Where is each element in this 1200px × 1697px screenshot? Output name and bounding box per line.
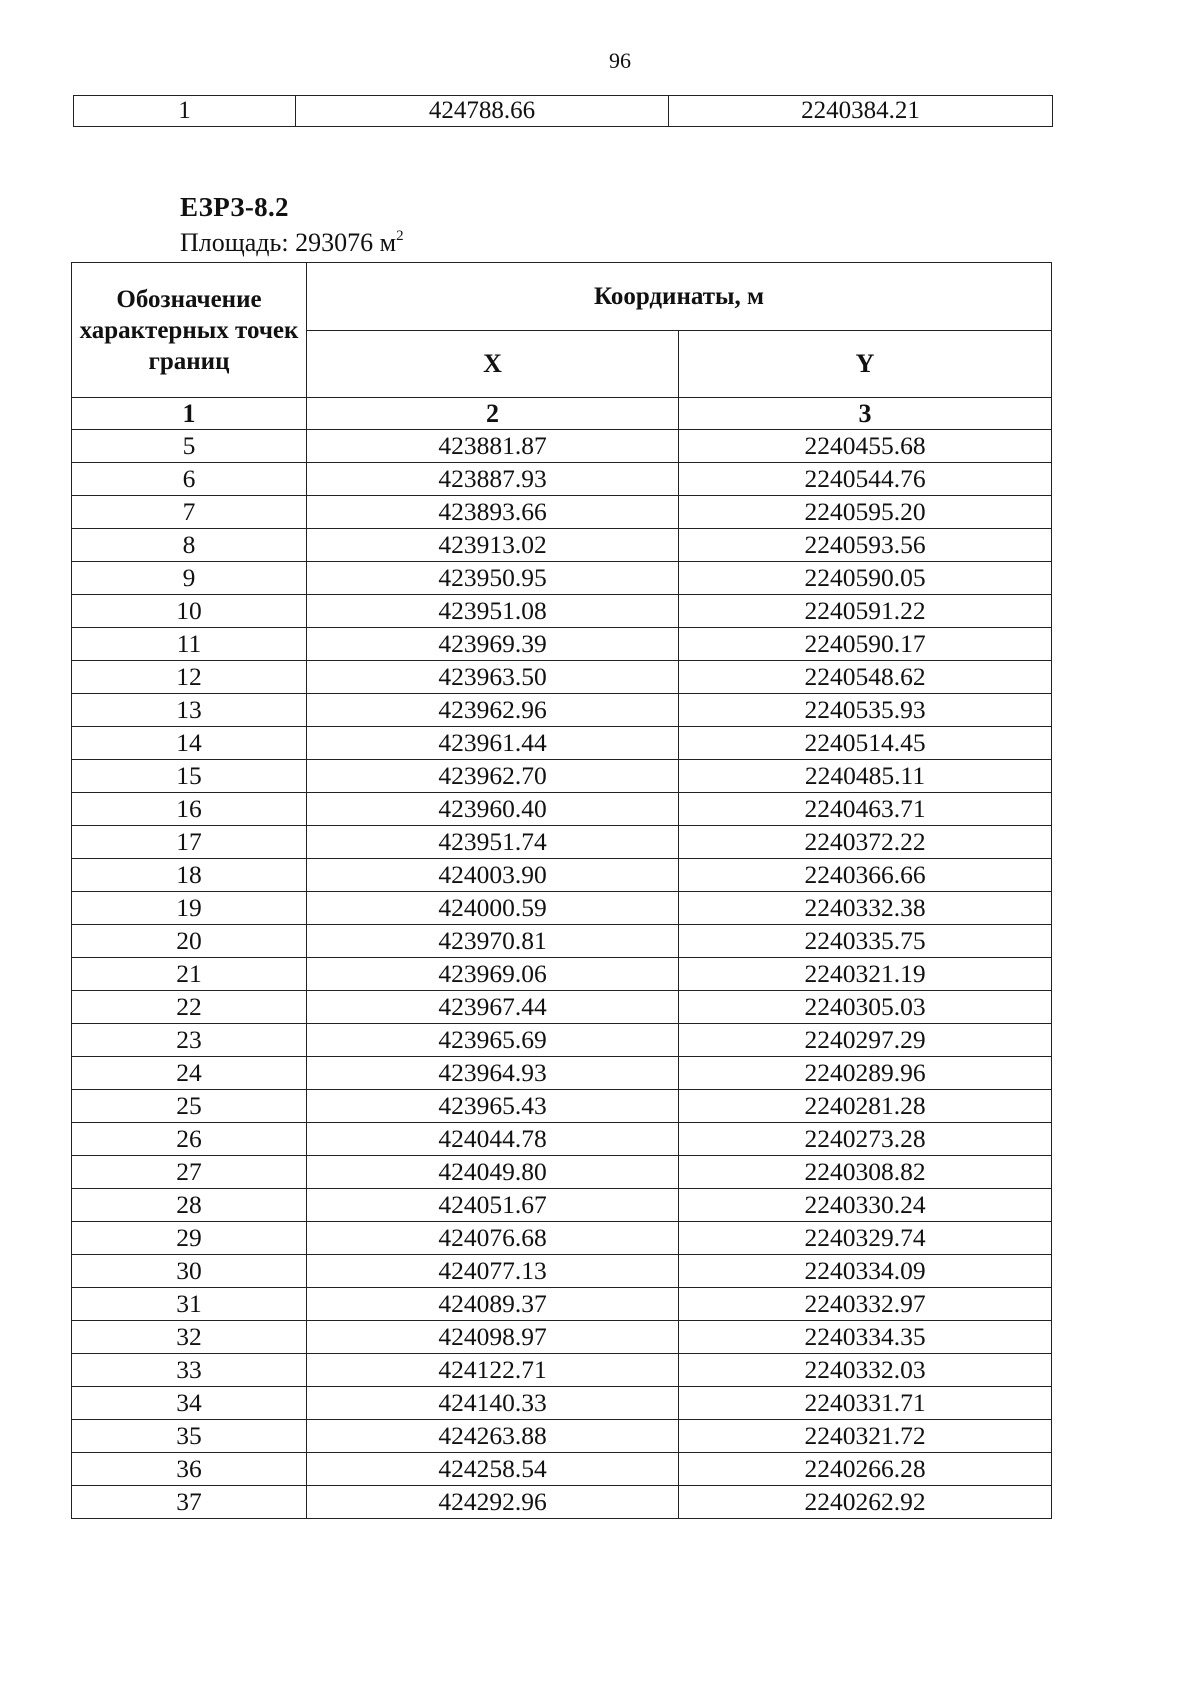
x-cell: 423887.93 — [307, 463, 679, 496]
y-cell: 2240334.09 — [679, 1255, 1052, 1288]
x-cell: 424122.71 — [307, 1354, 679, 1387]
coordinates-table — [71, 262, 1052, 1519]
point-cell: 15 — [72, 760, 307, 793]
point-cell: 18 — [72, 859, 307, 892]
y-cell: 2240332.97 — [679, 1288, 1052, 1321]
x-cell: 423951.08 — [307, 595, 679, 628]
y-cell: 2240334.35 — [679, 1321, 1052, 1354]
point-cell: 1 — [74, 96, 296, 127]
y-cell: 2240289.96 — [679, 1057, 1052, 1090]
x-cell: 424140.33 — [307, 1387, 679, 1420]
table-row — [72, 826, 1052, 859]
point-cell: 20 — [72, 925, 307, 958]
table-row — [72, 1288, 1052, 1321]
table-row — [72, 463, 1052, 496]
y-cell: 2240593.56 — [679, 529, 1052, 562]
point-cell: 17 — [72, 826, 307, 859]
table-row — [72, 1453, 1052, 1486]
table-row — [74, 96, 1053, 127]
x-cell: 424051.67 — [307, 1189, 679, 1222]
table-row — [72, 727, 1052, 760]
table-row — [72, 760, 1052, 793]
table-row — [72, 958, 1052, 991]
table-row — [72, 529, 1052, 562]
point-cell: 12 — [72, 661, 307, 694]
table-row — [72, 1321, 1052, 1354]
table-row — [72, 661, 1052, 694]
point-cell: 32 — [72, 1321, 307, 1354]
x-cell: 424098.97 — [307, 1321, 679, 1354]
point-cell: 26 — [72, 1123, 307, 1156]
point-cell: 36 — [72, 1453, 307, 1486]
y-cell: 2240331.71 — [679, 1387, 1052, 1420]
header-designation: Обозначение характерных точек границ — [72, 263, 307, 398]
table-row — [72, 991, 1052, 1024]
point-cell: 13 — [72, 694, 307, 727]
y-cell: 2240544.76 — [679, 463, 1052, 496]
y-cell: 2240297.29 — [679, 1024, 1052, 1057]
column-number: 3 — [679, 398, 1052, 430]
point-cell: 21 — [72, 958, 307, 991]
area-line — [180, 228, 404, 258]
x-cell: 424292.96 — [307, 1486, 679, 1519]
point-cell: 14 — [72, 727, 307, 760]
x-cell: 423964.93 — [307, 1057, 679, 1090]
point-cell: 23 — [72, 1024, 307, 1057]
table-row — [72, 1189, 1052, 1222]
x-cell: 423950.95 — [307, 562, 679, 595]
table-row — [72, 1123, 1052, 1156]
y-cell: 2240281.28 — [679, 1090, 1052, 1123]
x-cell: 423965.69 — [307, 1024, 679, 1057]
y-cell: 2240590.17 — [679, 628, 1052, 661]
table-row — [72, 562, 1052, 595]
table-row — [72, 793, 1052, 826]
column-number: 2 — [307, 398, 679, 430]
x-cell: 424263.88 — [307, 1420, 679, 1453]
y-cell: 2240535.93 — [679, 694, 1052, 727]
point-cell: 22 — [72, 991, 307, 1024]
table-row — [72, 892, 1052, 925]
y-cell: 2240262.92 — [679, 1486, 1052, 1519]
point-cell: 37 — [72, 1486, 307, 1519]
table-row — [72, 628, 1052, 661]
y-cell: 2240330.24 — [679, 1189, 1052, 1222]
point-cell: 8 — [72, 529, 307, 562]
point-cell: 7 — [72, 496, 307, 529]
point-cell: 31 — [72, 1288, 307, 1321]
y-cell: 2240332.03 — [679, 1354, 1052, 1387]
point-cell: 5 — [72, 430, 307, 463]
x-cell: 423962.96 — [307, 694, 679, 727]
x-cell: 423881.87 — [307, 430, 679, 463]
table-row — [72, 925, 1052, 958]
section-title: ЕЗРЗ-8.2 — [180, 192, 289, 222]
point-cell: 16 — [72, 793, 307, 826]
x-cell: 423969.39 — [307, 628, 679, 661]
x-cell: 423893.66 — [307, 496, 679, 529]
x-cell: 424077.13 — [307, 1255, 679, 1288]
y-cell: 2240463.71 — [679, 793, 1052, 826]
table-row — [72, 859, 1052, 892]
area-superscript: 2 — [396, 228, 404, 244]
continuation-table-body — [74, 96, 1053, 127]
y-cell: 2240548.62 — [679, 661, 1052, 694]
y-cell: 2240321.72 — [679, 1420, 1052, 1453]
x-cell: 424076.68 — [307, 1222, 679, 1255]
table-row — [72, 496, 1052, 529]
header-y: Y — [679, 331, 1052, 398]
x-cell: 424044.78 — [307, 1123, 679, 1156]
x-cell: 424788.66 — [296, 96, 669, 127]
y-cell: 2240273.28 — [679, 1123, 1052, 1156]
y-cell: 2240308.82 — [679, 1156, 1052, 1189]
point-cell: 28 — [72, 1189, 307, 1222]
x-cell: 423962.70 — [307, 760, 679, 793]
table-row — [72, 1057, 1052, 1090]
x-cell: 424000.59 — [307, 892, 679, 925]
x-cell: 423969.06 — [307, 958, 679, 991]
table-row — [72, 1486, 1052, 1519]
y-cell: 2240455.68 — [679, 430, 1052, 463]
y-cell: 2240266.28 — [679, 1453, 1052, 1486]
continuation-table — [73, 95, 1053, 127]
y-cell: 2240591.22 — [679, 595, 1052, 628]
coordinates-table-body — [72, 430, 1052, 1519]
x-cell: 423960.40 — [307, 793, 679, 826]
x-cell: 423970.81 — [307, 925, 679, 958]
x-cell: 424089.37 — [307, 1288, 679, 1321]
point-cell: 27 — [72, 1156, 307, 1189]
table-row — [72, 1255, 1052, 1288]
table-row — [72, 1090, 1052, 1123]
point-cell: 35 — [72, 1420, 307, 1453]
y-cell: 2240485.11 — [679, 760, 1052, 793]
y-cell: 2240332.38 — [679, 892, 1052, 925]
table-row — [72, 1420, 1052, 1453]
y-cell: 2240335.75 — [679, 925, 1052, 958]
y-cell: 2240321.19 — [679, 958, 1052, 991]
point-cell: 25 — [72, 1090, 307, 1123]
x-cell: 424258.54 — [307, 1453, 679, 1486]
y-cell: 2240305.03 — [679, 991, 1052, 1024]
point-cell: 24 — [72, 1057, 307, 1090]
page-number: 96 — [609, 48, 631, 73]
table-row — [72, 1156, 1052, 1189]
y-cell: 2240329.74 — [679, 1222, 1052, 1255]
y-cell: 2240514.45 — [679, 727, 1052, 760]
y-cell: 2240595.20 — [679, 496, 1052, 529]
point-cell: 33 — [72, 1354, 307, 1387]
y-cell: 2240372.22 — [679, 826, 1052, 859]
y-cell: 2240384.21 — [669, 96, 1053, 127]
x-cell: 423951.74 — [307, 826, 679, 859]
table-row — [72, 1024, 1052, 1057]
point-cell: 30 — [72, 1255, 307, 1288]
point-cell: 9 — [72, 562, 307, 595]
x-cell: 424003.90 — [307, 859, 679, 892]
header-x: X — [307, 331, 679, 398]
point-cell: 6 — [72, 463, 307, 496]
point-cell: 29 — [72, 1222, 307, 1255]
table-row — [72, 1354, 1052, 1387]
table-row — [72, 1387, 1052, 1420]
table-row — [72, 595, 1052, 628]
point-cell: 34 — [72, 1387, 307, 1420]
table-row — [72, 694, 1052, 727]
point-cell: 11 — [72, 628, 307, 661]
x-cell: 423965.43 — [307, 1090, 679, 1123]
x-cell: 424049.80 — [307, 1156, 679, 1189]
point-cell: 19 — [72, 892, 307, 925]
column-number: 1 — [72, 398, 307, 430]
area-label: Площадь: 293076 м — [180, 228, 397, 257]
x-cell: 423913.02 — [307, 529, 679, 562]
x-cell: 423967.44 — [307, 991, 679, 1024]
x-cell: 423963.50 — [307, 661, 679, 694]
y-cell: 2240590.05 — [679, 562, 1052, 595]
x-cell: 423961.44 — [307, 727, 679, 760]
y-cell: 2240366.66 — [679, 859, 1052, 892]
table-row — [72, 1222, 1052, 1255]
point-cell: 10 — [72, 595, 307, 628]
table-row — [72, 430, 1052, 463]
header-coordinates: Координаты, м — [307, 263, 1052, 331]
